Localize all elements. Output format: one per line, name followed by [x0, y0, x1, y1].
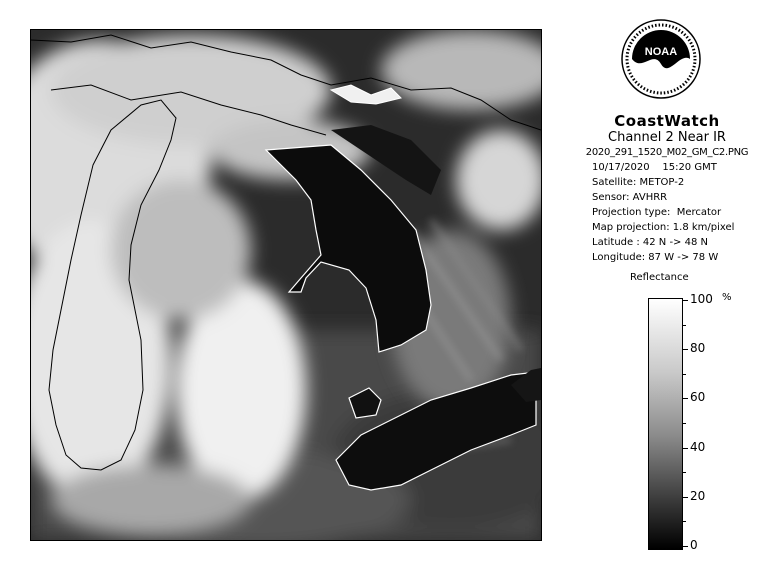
colorbar-title: Reflectance [630, 272, 689, 283]
colorbar-minor-tick [683, 521, 686, 522]
colorbar-tick-label: 100 [690, 292, 713, 306]
channel-name: Channel 2 Near IR [608, 130, 726, 145]
product-brand: CoastWatch [614, 112, 720, 130]
colorbar-tick [683, 497, 688, 498]
colorbar-tick [683, 546, 688, 547]
noaa-logo-text: NOAA [644, 46, 678, 58]
colorbar-minor-tick [683, 374, 686, 375]
colorbar-tick [683, 300, 688, 301]
colorbar-minor-tick [683, 472, 686, 473]
colorbar-tick-label: 20 [690, 489, 706, 503]
colorbar-minor-tick [683, 423, 686, 424]
sensor-name: Sensor: AVHRR [592, 192, 668, 203]
colorbar-tick [683, 448, 688, 449]
satellite-map [30, 29, 542, 541]
colorbar-tick [683, 398, 688, 399]
colorbar-minor-tick [683, 325, 686, 326]
colorbar-tick-label: 0 [690, 538, 698, 552]
latitude-range: Latitude : 42 N -> 48 N [592, 237, 708, 248]
colorbar-tick-label: 80 [690, 341, 706, 355]
colorbar-tick-label: 40 [690, 440, 706, 454]
product-filename: 2020_291_1520_M02_GM_C2.PNG [585, 147, 749, 158]
noaa-logo [620, 18, 702, 100]
colorbar-tick-label: 60 [690, 390, 706, 404]
map-projection: Map projection: 1.8 km/pixel [592, 222, 735, 233]
projection-type: Projection type: Mercator [592, 207, 722, 218]
colorbar-tick [683, 349, 688, 350]
longitude-range: Longitude: 87 W -> 78 W [592, 252, 719, 263]
acquisition-datetime: 10/17/2020 15:20 GMT [592, 162, 717, 173]
reflectance-colorbar [648, 298, 683, 550]
colorbar-unit: % [722, 292, 732, 303]
satellite-name: Satellite: METOP-2 [592, 177, 685, 188]
